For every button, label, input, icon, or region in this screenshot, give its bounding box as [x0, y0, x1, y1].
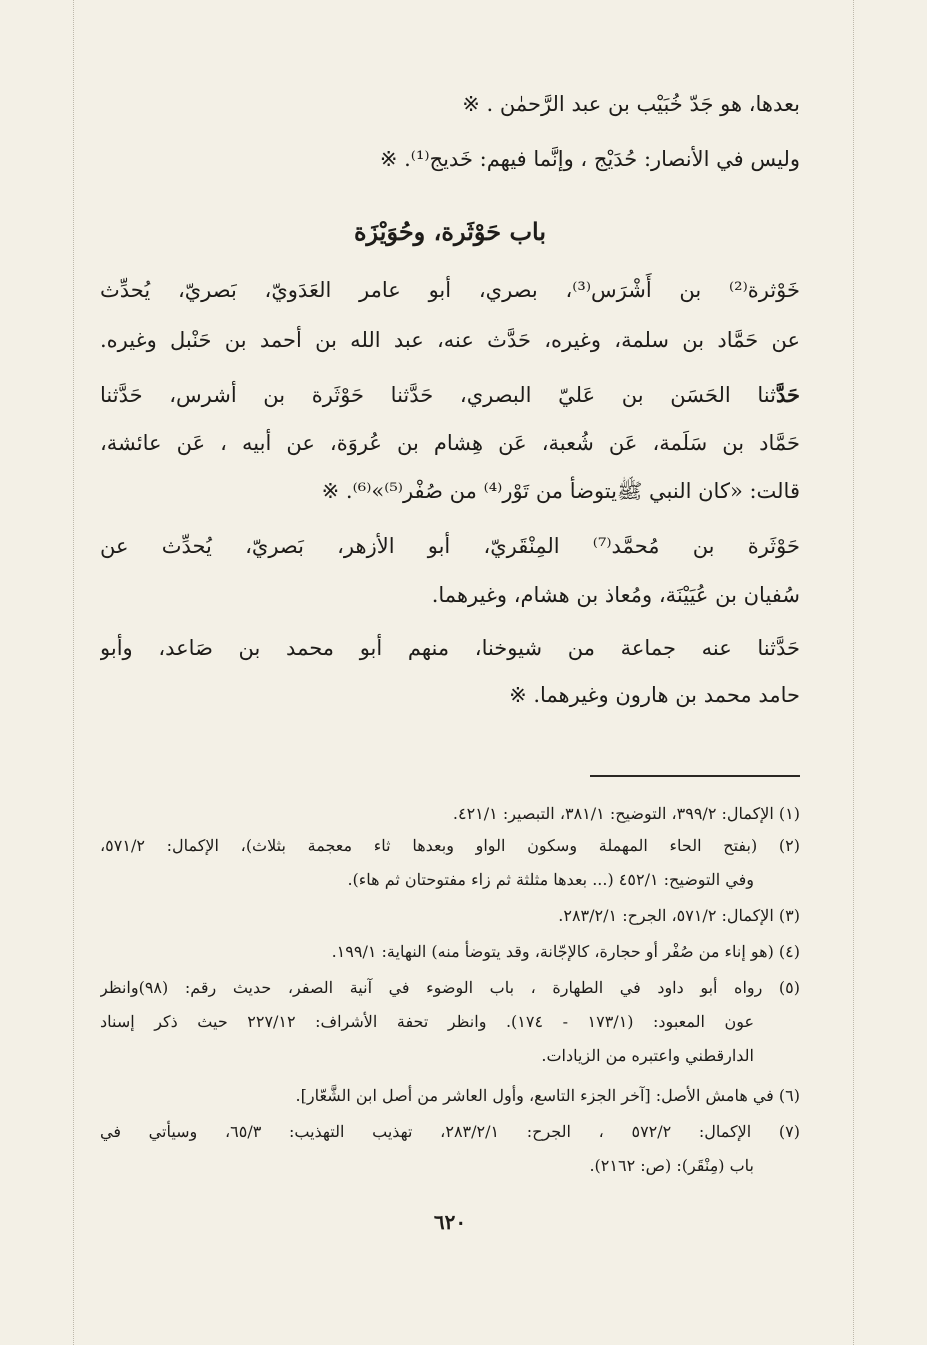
footnote-5-continued-2: الدارقطني واعتبره من الزيادات. — [541, 1046, 754, 1065]
body-line-11: حامد محمد بن هارون وغيرهما. ※ — [509, 683, 800, 707]
body-line-4: عن حَمَّاد بن سلمة، وغيره، حَدَّث عنه، عبد الله بن أحمد بن حَنْبل وغيره. — [100, 328, 800, 352]
body-line-1: بعدها، هو جَدّ خُبَيْب بن عبد الرَّحمٰن . ※ — [462, 92, 800, 116]
footnote-3: (٣) الإكمال: ٥٧١/٢، الجرح: ٢٨٣/٢/١. — [558, 906, 800, 925]
body-line-6: حَمَّاد بن سَلَمة، عَن شُعبة، عَن هِشام بن عُروَة، عن أبيه ، عَن عائشة، — [100, 431, 800, 455]
body-line-5 — [100, 377, 800, 413]
section-heading: باب حَوْثَرة، وحُوَيْزَة — [353, 217, 547, 246]
body-line-5-text: ثنا الحَسَن بن عَليّ البصري، حَدَّثنا حَوْثَرة بن أشرس، حَدَّثنا — [100, 383, 776, 407]
footnote-separator — [590, 775, 800, 777]
footnote-5: (٥) رواه أبو داود في الطهارة ، باب الوضوء في آنية الصفر، حديث رقم: (٩٨)وانظر — [100, 978, 800, 997]
footnote-1: (١) الإكمال: ٣٩٩/٢، التوضيح: ٣٨١/١، التبصير: ٤٢١/١. — [452, 804, 800, 823]
footnote-4: (٤) (هو إناء من صُفْر أو حجارة، كالإجّانة، وقد يتوضأ منه) النهاية: ١٩٩/١. — [331, 942, 800, 961]
body-line-7: قالت: «كان النبي ﷺيتوضأ من تَوْر⁽⁴⁾ من صُفْر⁽⁵⁾»⁽⁶⁾. ※ — [321, 479, 800, 503]
body-line-10: حَدَّثنا عنه جماعة من شيوخنا، منهم أبو محمد بن صَاعد، وأبو — [100, 636, 800, 660]
margin-rule-right — [853, 0, 854, 1345]
body-line-3: خَوْثرة⁽²⁾ بن أَشْرَس⁽³⁾، بصري، أبو عامر العَدَويّ، بَصريّ، يُحدِّث — [100, 278, 800, 302]
document-page — [100, 0, 800, 1345]
margin-rule-left — [73, 0, 74, 1345]
body-line-9: سُفيان بن عُيَيْنَة، ومُعاذ بن هشام، وغيرهما. — [431, 583, 800, 607]
footnote-7: (٧) الإكمال: ٥٧٢/٢ ، الجرح: ٢٨٣/٢/١، تهذيب التهذيب: ٦٥/٣، وسيأتي في — [100, 1122, 800, 1141]
footnote-2-continued: وفي التوضيح: ٤٥٢/١ (... بعدها مثلثة ثم زاء مفتوحتان ثم هاء). — [347, 870, 754, 889]
footnote-2: (٢) (بفتح الحاء المهملة وسكون الواو وبعدها ثاء معجمة بثلاث)، الإكمال: ٥٧١/٢، — [100, 836, 800, 855]
body-line-8: حَوْثَرة بن مُحمَّد⁽⁷⁾ المِنْقَريّ، أبو الأزهر، بَصريّ، يُحدِّث عن — [100, 534, 800, 558]
footnote-6: (٦) في هامش الأصل: [آخر الجزء التاسع، وأول العاشر من أصل ابن الشَّعّار]. — [295, 1086, 800, 1105]
footnote-5-continued: عون المعبود: (١٧٣/١ - ١٧٤). وانظر تحفة الأشراف: ٢٢٧/١٢ حيث ذكر إسناد — [100, 1012, 754, 1031]
page-number: ٦٢٠ — [433, 1210, 467, 1234]
bold-word: حَدَّ — [775, 382, 800, 407]
body-line-2: وليس في الأنصار: حُدَيْج ، وإنَّما فيهم: خَديج⁽¹⁾. ※ — [379, 147, 800, 171]
footnote-7-continued: باب (مِنْقَر): (ص: ٢١٦٢). — [589, 1156, 754, 1175]
